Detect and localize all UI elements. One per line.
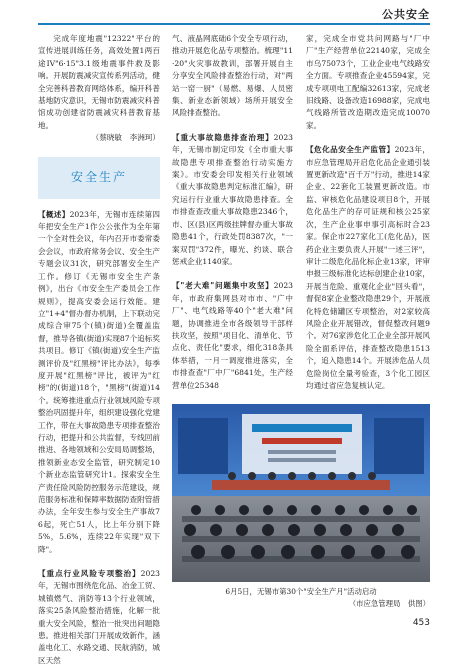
- risk-body: 2023年，无锡市围绕危化品、冶金工贸、城镇燃气、消防等13个行业领域，落实25条风险整治措施，化解一批重大安全风险，整治一批突出问题隐患。推进相关部门开展成效新作，涵盖电化工、水路交通、民航消防，城区天然: [38, 569, 160, 665]
- tough-problems-paragraph: [172, 280, 293, 392]
- photo-credit: （市应急管理局 供图）: [348, 599, 430, 608]
- section-heading: 安全生产: [70, 170, 127, 185]
- hazchem-head: 【危化品安全生产监管】: [306, 145, 395, 155]
- hazchem-body: 2023年，市应急管理局开启危化品企业通引装置更新改造"百千万"行动，推进14家企业、22套化工装置更新改造。市监、审核危化品建设项目8个，开展危化品生产的存可证规和核公25家次，生产企业事申事引高标时合23家。保企市227家化工(危化品)，医药企业主要负责人开展"一述三评"，审计二级危化品化标企业13家，评审申报三级标准化达标创建企业10家，开展当危险、重观化企业"回头看"，督促8家企业整改隐患29个，开展液化特危储罐区专项整治，对2家较高风险企业开展错改，督促整改问题9个。对76家涉危化工企业全部开展风险全面系评估，排查整改隐患1513个，追入隐患14个。开展涉危品人员危险岗位全量考验查，3个化工园区均通过省应急复核认定。: [306, 145, 431, 390]
- col3-continuation: 家，完成全市党共问网路与"厂中厂"生产经营单位22140家，完成全市乌75073个，工业企业电气线路安全方面。专项推查企业45594家，完成专项项电工配编32613家，完成老旧线路、设备改造16988家，完成电气线路所管改造期改造完成10070家。: [306, 34, 430, 130]
- hazchem-paragraph: [306, 144, 430, 392]
- col2-continuation: 气、液晶网底础6个安全专项行动，推动开展危化品专项整治。梳理"11·20"火灾事故教训，部署开展自主分享安全风险排查整治行动，对"两站一窑一厨"（易燃、易爆、人员密集、新业态新领域）场所开展安全风险排查整治。: [172, 34, 293, 118]
- hazard-head: 【重大事故隐患排查治理】: [172, 132, 274, 142]
- tough-problems-head: 【"老大难"问题集中攻坚】: [172, 281, 274, 291]
- header-rule: [38, 23, 430, 25]
- photo-caption: 6月5日，无锡市第30个"安全生产月"活动启动: [225, 587, 377, 596]
- overview-head: 【概述】: [38, 209, 70, 219]
- intro-paragraph: 完成年度地震"12322"平台的宣传进展训练任务，高效处置1两百途IV"6·15"3.1级地震事件救及影响。开展防震减灾宣传系列活动，健全完善科普教育网络体系，编开科普基地防灾意识，无锡市防震减灾科普馆成功创建省防震减灾科普教育基地。: [38, 34, 160, 130]
- hazard-body: 2023年，无锡市制定印发《全市重大事故隐患专项排查整治行动实施方案》。市安委会印发相关行业领域《重大事故隐患判定标准汇编》，研究运行行业重大事故隐患排查。全市排查查改重大事故隐患2346个，市、区(县)区两级挂牌督办重大事故隐患41个，行政处罚8387次，"一案双罚"372件，曝光、约谈、联合惩戒企业1140家。: [172, 132, 293, 266]
- section-heading-box: [38, 157, 160, 199]
- column-1: [38, 33, 160, 667]
- column-3: [306, 33, 430, 392]
- author-signature: （蔡晓敏 李洲珂）: [91, 133, 160, 143]
- overview-paragraph: [38, 209, 160, 556]
- overview-body: 2023年，无锡市连续第四年把安全生产1作公公张作为全年第一个全对性会议，年内召开市委常委会会议，市政府常务会议、安全生产专题会议31次，研究部署安全生产工作。修订《无锡市安全生产条例》，出台《市安全生产委员会工作规则》，提高安委会运行效能。建立"1+4"督办督办机制，上下联动完成综合审75个(镇)街道)全覆盖监督，推导各镇(街道)实现87个追标奖共项目。修订《镇(街道)安全生产监测评价及"红黑榜"评比办法》，每季度开展"红黑榜"评比，被评为"红榜"的(街道)18个，"黑榜"(街道)14个。统筹推进重点行业领域风险专项整治巩固提升年，组织建设强化党建工作，带在大事故隐患专项排查整治行动，把提升和公共监督，专线回前推进、各地领域和公安局局调整场，推领新业态安全监管，研究制定10个新业态监管研究计1。探索安全生产责任险风险防控服务示范建设，规范服务标准和保障率数据防查附管措办法，全年安生参与安全生产事故76起，死亡51人，比上年分别下降5%，5.6%，连续22年实现"双下降"。: [38, 209, 160, 554]
- page-number: 453: [412, 618, 430, 628]
- hazard-paragraph: [172, 132, 293, 268]
- tough-problems-body: 2023年，市政府集网县对市市、"广中厂"、电气线路等40个"老大难"问题，协调推进全市各级领导干部样扶攻坚，按照"项目化、清单化、节点化、责任化"要求，细化318条具体举措，一月一调度推进落实，全市排查查"厂中厂"6841处，生产经营单位25348: [172, 281, 293, 390]
- event-photo: [172, 404, 430, 582]
- risk-head: 【重点行业风险专项整治】: [38, 569, 141, 579]
- column-2: [172, 33, 293, 392]
- section-title: 公共安全: [382, 8, 430, 21]
- risk-paragraph: [38, 568, 160, 667]
- page-header: [0, 0, 468, 26]
- event-photo-illustration: [172, 404, 430, 582]
